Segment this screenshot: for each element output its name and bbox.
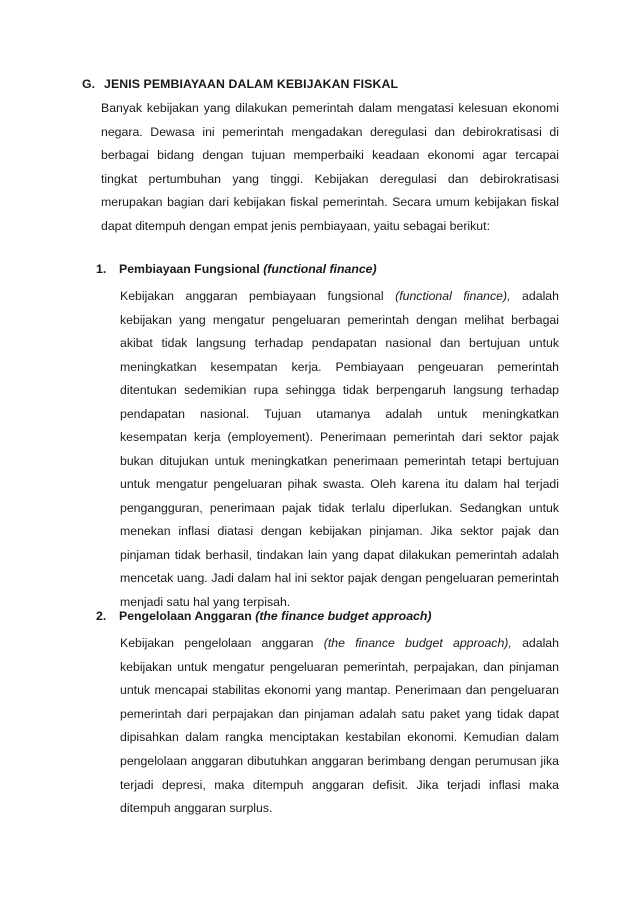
subheading-functional-finance: [96, 262, 377, 276]
item-number: 2.: [96, 609, 107, 623]
paragraph-term: (functional finance),: [395, 289, 511, 303]
paragraph-term: (the finance budget approach),: [323, 636, 512, 650]
item-number: 1.: [96, 262, 107, 276]
item-term: (the finance budget approach): [255, 609, 432, 623]
paragraph-body: adalah kebijakan yang mengatur pengeluaran pemerintah dengan melihat berbagai akibat tidak langsung terhadap pendapatan nasional dan bertujuan untuk meningkatkan kesempatan kerja. Pembiayaan pengeuaran pemerintah ditentukan sedemikian rupa sehingga tidak berpengaruh langsung terhadap pendapatan nasional. Tujuan utamanya adalah untuk meningkatkan kesempatan kerja (employement). Penerimaan pemerintah dari sektor pajak bukan ditujukan untuk meningkatkan penerimaan pemerintah tetapi bertujuan untuk mengatur pengeluaran pihak swasta. Oleh karena itu dalam hal terjadi pengangguran, penerimaan pajak tidak terlalu diperlukan. Sedangkan untuk menekan inflasi diatasi dengan kebijakan pinjaman. Jika sektor pajak dan pinjaman tidak berhasil, tindakan lain yang dapat dilakukan pemerintah adalah mencetak uang. Jadi dalam hal ini sektor pajak dengan pengeluaran pemerintah menjadi satu hal yang terpisah.: [120, 289, 559, 609]
section-letter: G.: [82, 77, 96, 91]
functional-finance-paragraph: [120, 285, 559, 614]
paragraph-lead: Kebijakan pengelolaan anggaran: [120, 636, 314, 650]
section-title: JENIS PEMBIAYAAN DALAM KEBIJAKAN FISKAL: [104, 77, 399, 91]
intro-paragraph: Banyak kebijakan yang dilakukan pemerintah dalam mengatasi kelesuan ekonomi negara. Dewasa ini pemerintah mengadakan deregulasi dan debirokratisasi di berbagai bidang dengan tujuan memperbaiki keadaan ekonomi agar tercapai tingkat pertumbuhan yang tinggi. Kebijakan deregulasi dan debirokratisasi merupakan bagian dari kebijakan fiskal pemerintah. Secara umum kebijakan fiskal dapat ditempuh dengan empat jenis pembiayaan, yaitu sebagai berikut:: [101, 101, 559, 233]
paragraph-lead: Kebijakan anggaran pembiayaan fungsional: [120, 289, 384, 303]
paragraph-body: adalah kebijakan untuk mengatur pengeluaran pemerintah, perpajakan, dan pinjaman untuk mencapai stabilitas ekonomi yang mantap. Penerimaan dan pengeluaran pemerintah dari perpajakan dan pinjaman adalah satu paket yang tidak dapat dipisahkan dalam rangka menciptakan kestabilan ekonomi. Kemudian dalam pengelolaan anggaran dibutuhkan anggaran berimbang dengan perumusan jika terjadi depresi, maka ditempuh anggaran defisit. Jika terjadi inflasi maka ditempuh anggaran surplus.: [120, 636, 559, 816]
item-title: Pembiayaan Fungsional: [119, 262, 260, 276]
subheading-budget-approach: [96, 609, 431, 623]
item-term: (functional finance): [263, 262, 377, 276]
budget-approach-paragraph: [120, 632, 559, 821]
section-heading: [82, 77, 398, 91]
item-title: Pengelolaan Anggaran: [119, 609, 252, 623]
